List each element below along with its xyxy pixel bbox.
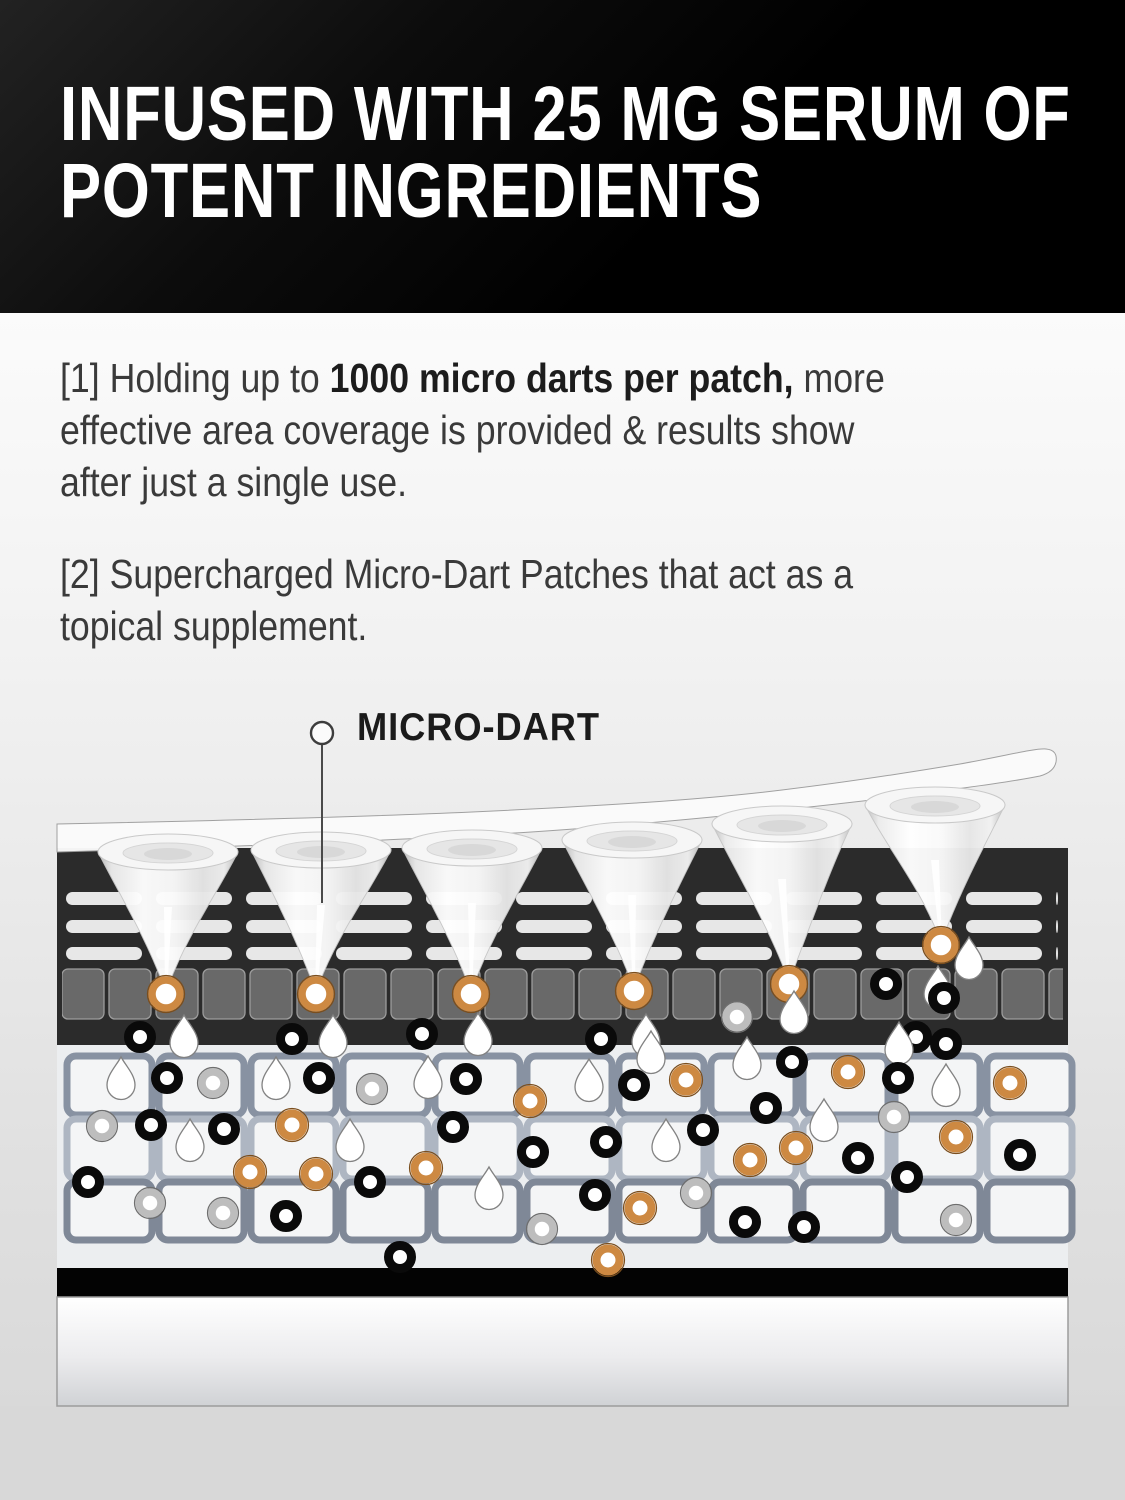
black-ring [77, 1171, 100, 1194]
serum-exit-orange-ring [457, 980, 485, 1008]
black-ring [522, 1141, 545, 1164]
orange-ring [597, 1249, 620, 1272]
black-ring [595, 1131, 618, 1154]
serum-exit-orange-ring [927, 931, 955, 959]
gray-ring [91, 1115, 113, 1137]
gray-ring [883, 1106, 905, 1128]
page-title-line1: INFUSED WITH 25 MG SERUM OF [60, 71, 1071, 157]
black-ring [308, 1067, 331, 1090]
black-ring [887, 1067, 910, 1090]
serum-exit-orange-ring [152, 980, 180, 1008]
gray-ring [726, 1006, 748, 1028]
black-ring [896, 1166, 919, 1189]
black-ring [584, 1184, 607, 1207]
micro-dart-label: MICRO-DART [357, 706, 601, 749]
gray-ring [531, 1218, 553, 1240]
paragraph-2-line-2: topical supplement. [60, 603, 368, 649]
deep-layer-black-bar [57, 1268, 1068, 1297]
black-ring [359, 1171, 382, 1194]
black-ring [140, 1114, 163, 1137]
gray-ring [945, 1209, 967, 1231]
black-ring [281, 1028, 304, 1051]
gray-ring [139, 1192, 161, 1214]
black-ring [875, 973, 898, 996]
paragraph-1-line-3: after just a single use. [60, 459, 407, 505]
orange-ring [739, 1149, 762, 1172]
black-ring [1009, 1144, 1032, 1167]
p1-text-post: more [793, 355, 885, 401]
black-ring [411, 1023, 434, 1046]
orange-ring [629, 1197, 652, 1220]
orange-ring [519, 1090, 542, 1113]
black-ring [590, 1028, 613, 1051]
serum-exit-orange-ring [302, 980, 330, 1008]
paragraph-1-line-2: effective area coverage is provided & results show [60, 407, 855, 453]
skin-cell [343, 1182, 428, 1240]
serum-exit-orange-ring [620, 977, 648, 1005]
orange-ring [945, 1126, 968, 1149]
orange-ring [281, 1114, 304, 1137]
orange-ring [999, 1072, 1022, 1095]
skin-cell [987, 1182, 1072, 1240]
orange-ring [305, 1163, 328, 1186]
orange-ring [239, 1161, 262, 1184]
black-ring [692, 1119, 715, 1142]
p1-bold-text: 1000 micro darts per patch, [329, 355, 794, 401]
epidermis-texture-dashes [66, 892, 1058, 960]
black-ring [623, 1074, 646, 1097]
black-ring [389, 1246, 412, 1269]
orange-ring [837, 1061, 860, 1084]
black-ring [847, 1147, 870, 1170]
orange-ring [415, 1157, 438, 1180]
paragraph-2-line-1: [2] Supercharged Micro-Dart Patches that act as a [60, 551, 854, 597]
serum-exit-orange-ring [775, 970, 803, 998]
orange-ring [675, 1069, 698, 1092]
black-ring [781, 1051, 804, 1074]
gray-ring [202, 1072, 224, 1094]
black-ring [755, 1097, 778, 1120]
black-ring [442, 1116, 465, 1139]
gray-ring [212, 1202, 234, 1224]
gray-ring [685, 1182, 707, 1204]
black-ring [275, 1205, 298, 1228]
black-ring [793, 1216, 816, 1239]
black-ring [129, 1026, 152, 1049]
subcutaneous-panel [57, 1297, 1068, 1406]
black-ring [156, 1067, 179, 1090]
callout-marker-circle [311, 722, 333, 744]
orange-ring [785, 1137, 808, 1160]
black-ring [455, 1068, 478, 1091]
page-title-line2: POTENT INGREDIENTS [60, 148, 763, 234]
p1-text: [1] Holding up to [60, 355, 330, 401]
black-ring [933, 987, 956, 1010]
black-ring [734, 1211, 757, 1234]
gray-ring [361, 1078, 383, 1100]
black-ring [213, 1118, 236, 1141]
black-ring [935, 1033, 958, 1056]
